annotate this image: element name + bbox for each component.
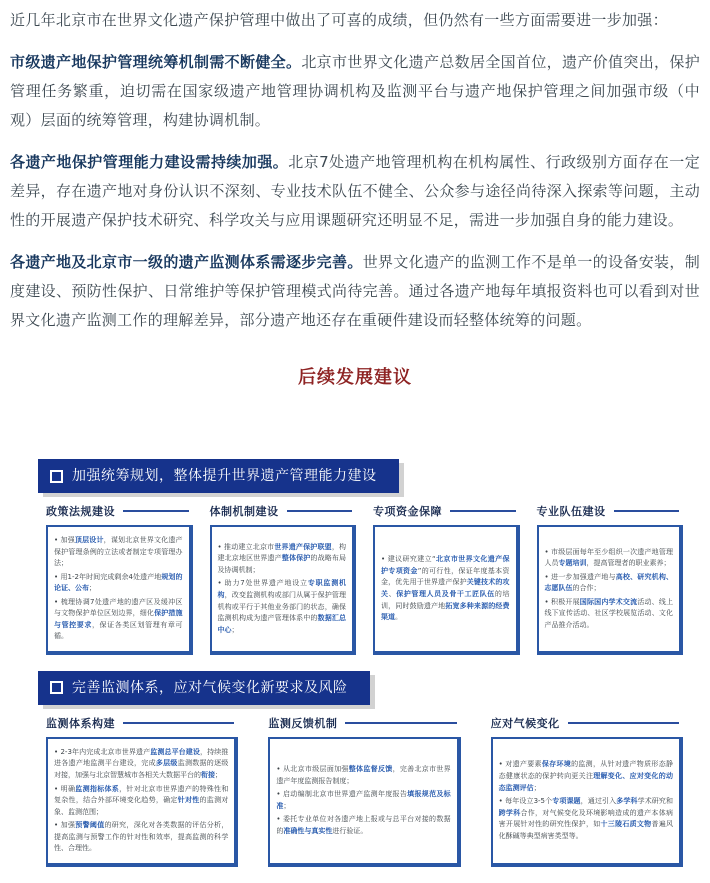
card-box	[373, 525, 520, 655]
paragraph-2-lead: 各遗产地保护管理能力建设需持续加强。	[10, 153, 289, 171]
intro-paragraph: 近几年北京市在世界文化遗产保护管理中做出了可喜的成绩，但仍然有一些方面需要进一步加强：	[10, 11, 668, 29]
suggestion-card	[46, 503, 193, 655]
paragraph-3-lead: 各遗产地及北京市一级的遗产监测体系需逐步完善。	[10, 253, 363, 271]
infographic	[10, 459, 700, 867]
card-bullet: • 进一步加强遗产地与高校、研究机构、志愿队伍的合作；	[545, 572, 674, 595]
paragraph-2-body: 北京7处遗产地管理机构在机构属性、行政级别方面存在一定差异，存在遗产地对身份认识不深刻、专业技术队伍不健全、公众参与途径尚待深入探索等问题，主动性的开展遗产保护技术研究、科学攻关与应用课题研究还明显不足，需进一步加强自身的能力建设。	[10, 153, 700, 229]
infographic-section-monitoring	[38, 671, 685, 867]
card-bullet: • 加强预警阈值的研究，深化对各类数据的评估分析，提高监测与预警工作的针对性和效率，提高监测的科学性、合理性。	[54, 820, 228, 855]
suggestion-card	[210, 503, 357, 655]
square-bullet-icon	[50, 470, 63, 483]
card-title: 政策法规建设	[46, 505, 115, 518]
infographic-section-capacity	[38, 459, 685, 655]
section-header-label: 完善监测体系，应对气候变化新要求及风险	[72, 679, 348, 696]
card-box	[491, 737, 683, 867]
square-bullet-icon	[50, 681, 63, 694]
card-bullet: • 对遗产要素保存环境的监测，从针对遗产物质形态静态健康状态的保护转向更关注理解变化、应对变化的动态监测评估；	[499, 759, 673, 794]
card-bullet: • 明确监测指标体系，针对北京市世界遗产的特殊性和复杂性，结合外部环境变化趋势，确定针对性的监测对象、监测范围；	[54, 784, 228, 819]
card-title: 应对气候变化	[490, 716, 560, 730]
card-bullet: • 启动编制北京市世界遗产监测年度报告填报规范及标准；	[276, 789, 450, 812]
card-bullet: • 2-3年内完成北京市世界遗产监测总平台建设，持续推进各遗产地监测平台建设，完成多层级监测数据的逐级对接，加强与北京智慧城市各相关大数据平台的衔接；	[54, 747, 228, 782]
card-title: 专业队伍建设	[536, 505, 606, 518]
card-bullet: • 从北京市级层面加强整体监督反馈，完善北京市世界遗产年度监测报告制度；	[276, 764, 450, 787]
card-box	[537, 525, 684, 655]
card-bullet: • 用1-2年时间完成剩余4处遗产地规划的论证、公布；	[54, 572, 183, 595]
card-title: 体制机制建设	[209, 505, 279, 518]
card-bullet: • 每年设立3-5个专项课题，通过引入多学科学术研究和跨学科合作，对气候变化及环境影响造成的遗产本体病害开展针对性的研究性保护，如十三陵石质文物普遍风化酥碱等典型病害类型等。	[499, 796, 673, 842]
card-bullet: • 委托专业单位对各遗产地上报或与总平台对接的数据的准确性与真实性进行验证。	[276, 814, 450, 837]
suggestion-card	[46, 715, 238, 867]
card-box	[46, 525, 193, 655]
paragraph-3-body: 世界文化遗产的监测工作不是单一的设备安装，制度建设、预防性保护、日常维护等保护管理模式尚待完善。通过各遗产地每年填报资料也可以看到对世界文化遗产监测工作的理解差异，部分遗产地还存在重硬件建设而轻整体统筹的问题。	[10, 253, 700, 329]
section-heading: 后续发展建议	[298, 367, 412, 388]
title-rule	[568, 722, 679, 724]
card-grid	[46, 715, 683, 867]
suggestion-card	[491, 715, 683, 867]
suggestion-card	[268, 715, 460, 867]
card-title: 专项资金保障	[373, 505, 442, 518]
title-rule	[287, 510, 353, 512]
card-box	[268, 737, 460, 867]
paragraph-1-body: 北京市世界文化遗产总数居全国首位，遗产价值突出，保护管理任务繁重，迫切需在国家级遗产地管理协调机构及监测平台与遗产地保护管理之间加强市级（中观）层面的统筹管理，构建协调机制。	[10, 53, 700, 129]
card-bullet: • 建议研究建立“北京市世界文化遗产保护专项资金”的可行性，保证年度基本资金，优先用于世界遗产保护关键技术的攻关、保护管理人员及骨干工匠队伍的培训，同时鼓励遗产地拓宽多种来源的经费渠道。	[381, 554, 510, 623]
title-rule	[123, 510, 189, 512]
card-bullet: • 梳理协调7处遗产地的遗产区及缓冲区与文物保护单位区划边界，细化保护措施与管控要求，保证各类区划管理有章可循。	[54, 597, 183, 643]
paragraph-3	[10, 248, 700, 335]
card-title: 监测体系构建	[46, 716, 115, 730]
card-bullet: • 推动建立北京市世界遗产保护联盟，构建北京地区世界遗产整体保护的战略布局及协调机制；	[218, 542, 347, 577]
section-header-bar	[38, 459, 399, 493]
paragraph-1-lead: 市级遗产地保护管理统筹机制需不断健全。	[10, 53, 302, 71]
title-rule	[450, 510, 516, 512]
title-rule	[345, 722, 456, 724]
card-bullet: • 加强顶层设计，谋划北京世界文化遗产保护管理条例的立法或者制定专项管理办法；	[54, 535, 183, 570]
card-bullet: • 市级层面每年至少组织一次遗产地管理人员专题培训，提高管理者的职业素养；	[545, 547, 674, 570]
section-header-label: 加强统筹规划，整体提升世界遗产管理能力建设	[72, 468, 377, 484]
card-bullet: • 积极开展国际国内学术交流活动、线上线下宣传活动、社区学校展览活动、文化产品推介活动。	[545, 597, 674, 632]
card-bullet: • 助力7处世界遗产地设立专职监测机构，改变监测机构或部门从属于保护管理机构或平行于其他业务部门的状态，确保监测机构成为遗产管理体系中的数据汇总中心；	[218, 578, 347, 636]
paragraph-1	[10, 48, 700, 135]
card-box	[210, 525, 357, 655]
card-grid	[46, 503, 683, 655]
title-rule	[123, 722, 234, 724]
card-box	[46, 737, 238, 867]
title-rule	[614, 510, 680, 512]
paragraph-2	[10, 148, 700, 235]
section-header-bar	[38, 671, 370, 705]
card-title: 监测反馈机制	[268, 716, 338, 730]
suggestion-card	[373, 503, 520, 655]
suggestion-card	[537, 503, 684, 655]
